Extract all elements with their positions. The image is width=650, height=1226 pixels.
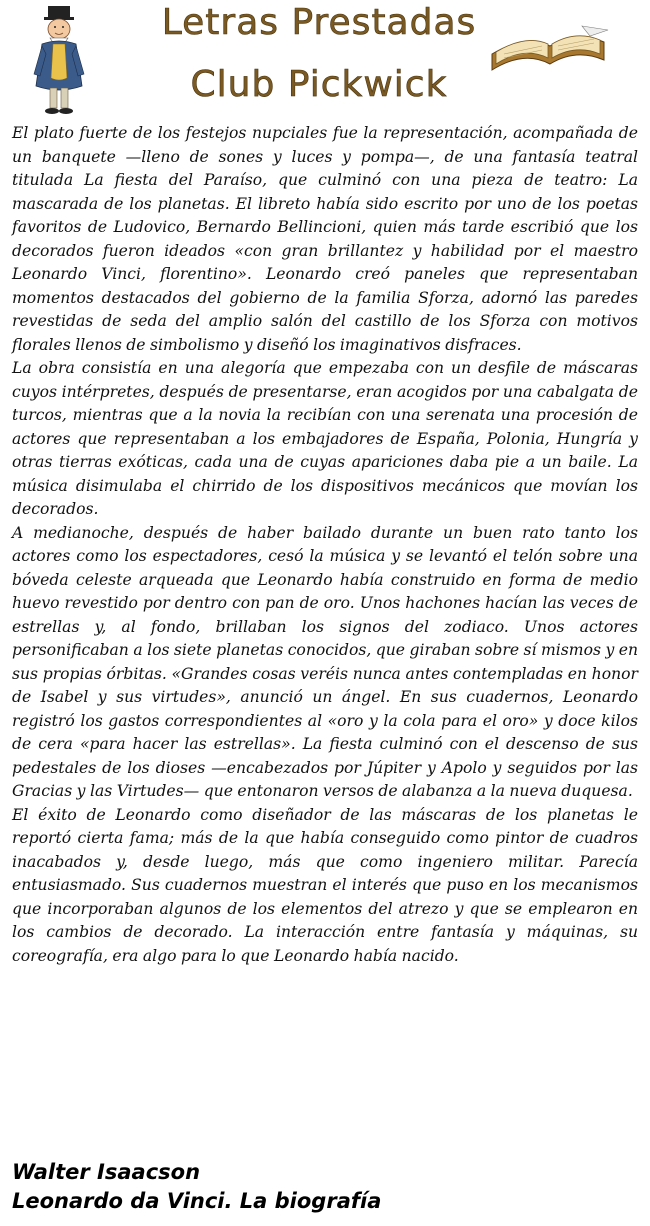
paragraph-4: El éxito de Leonardo como diseñador de las máscaras de los planetas le reportó cierta fama; más de la que había conseguido como pintor de cuadros inacabados y, desde luego, más que como ingeniero militar. Parecía entusiasmado. Sus cuadernos muestran el interés que puso en los mecanismos que incorporaban algunos de los elementos del atrezo y que se emplearon en los cambios de decorado. La interacción entre fantasía y máquinas, su coreografía, era algo para lo que Leonardo había nacido. [12, 805, 638, 965]
paragraph-3: A medianoche, después de haber bailado durante un buen rato tanto los actores como los espectadores, cesó la música y se levantó el telón sobre una bóveda celeste arqueada que Leonardo había construido en forma de medio huevo revestido por dentro con pan de oro. Unos hachones hacían las veces de estrellas y, al fondo, brillaban los signos del zodiaco. Unos actores personificaban a los siete planetas conocidos, que giraban sobre sí mismos y en sus propias órbitas. «Grandes cosas veréis nunca antes contempladas en honor de Isabel y sus virtudes», anunció un ángel. En sus cuadernos, Leonardo registró los gastos correspondientes al «oro y la cola para el oro» y doce kilos de cera «para hacer las estrellas». La fiesta culminó con el descenso de sus pedestales de los dioses —encabezados por Júpiter y Apolo y seguidos por las Gracias y las Virtudes— que entonaron versos de alabanza a la nueva duquesa. [12, 523, 638, 800]
paragraph-2: La obra consistía en una alegoría que empezaba con un desfile de máscaras cuyos intérpretes, después de presentarse, eran acogidos por una cabalgata de turcos, mientras que a la novia la recibían con una serenata una procesión de actores que representaban a los embajadores de España, Polonia, Hungría y otras tierras exóticas, cada una de cuyas apariciones daba pie a un baile. La música disimulaba el chirrido de los dispositivos mecánicos que movían los decorados. [12, 359, 638, 518]
header-subtitle: Club Pickwick [190, 64, 448, 105]
open-book-icon [486, 24, 610, 74]
header [0, 0, 650, 120]
signature [12, 1158, 638, 1216]
author-name: Walter Isaacson [12, 1160, 201, 1184]
header-title: Letras Prestadas [161, 2, 477, 43]
paragraph-1: El plato fuerte de los festejos nupciales fue la representación, acompañada de un banquete —lleno de sones y luces y pompa—, de una fantasía teatral titulada La fiesta del Paraíso, que culminó con una pieza de teatro: La mascarada de los planetas. El libreto había sido escrito por uno de los poetas favoritos de Ludovico, Bernardo Bellincioni, quien más tarde escribió que los decorados fueron ideados «con gran brillantez y habilidad por el maestro Leonardo Vinci, florentino». Leonardo creó paneles que representaban momentos destacados del gobierno de la familia Sforza, adornó las paredes revestidas de seda del amplio salón del castillo de los Sforza con motivos florales llenos de simbolismo y diseñó los imaginativos disfraces. [12, 124, 638, 354]
article-body [12, 122, 638, 968]
book-title: Leonardo da Vinci. La biografía [12, 1189, 382, 1213]
